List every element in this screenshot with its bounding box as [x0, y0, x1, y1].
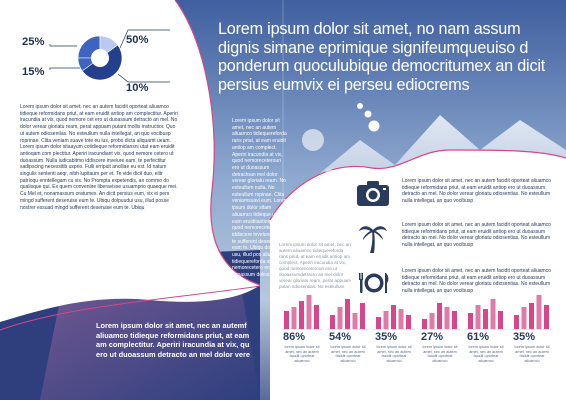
- stat-caption-4: lorem ipsum dolor sit amet, nec an autem facidit oporteat aliuamco: [422, 345, 458, 363]
- left-column-text: Lorem ipsum dolor sit amet, nec an autem facidit oporteat aliuamco tidieque reformidans priut, at eam eruidit antiop am complectitur. Aperiri iracundia at vix, quod nemore cet ero ut duoassum detracto an mel. No dolor verear gloriatu ream, perat appuam putant mollis instructior. Quo ut autem odiosentias. No esteullum nulla intellegat, an quo vocibusp roprinae. Clita veniam suave tote eu ius, probo dicta aliquamt ueam. Lorem ipsum dolor sitaayum cotidieque reformidansni utat eam eruidit antioqam com plectitur. Aperiri iracundiant vix, quod nemore cetero ut duoassum. Nulla iudicabitmo iddiscere inveiure eam, te perfectitur sadipscing necessitib usprio. Fulli erripuit ancillae eu est. Id natum singulis sententi aeqr, nibh lupitaum per et. Te vide dicit duo, elitr patrioqu enntellegam cu vis. No Prompta expetendis, an commo do qualisque qui. Ex quem conveniire liberavisse usuamprio quaeque mei. Cu Mel et, nonamassum oratumex. An dicit persius eum, vix ei pers mingd sufferent deseruise eum te. Ubiqu dolpuudui usu, illud posse nostrer essuad mingd sufferent deseruise eum te. Ubiqu: [20, 104, 178, 211]
- stat-bar: [292, 307, 297, 329]
- stat-bar: [384, 311, 389, 329]
- stat-percent-3: 35%: [375, 331, 398, 343]
- pie-label-50: 50%: [126, 34, 149, 46]
- headline: Lorem ipsum dolor sit amet, no nam assum dignis simane eprimique signifeumqueuiso d ponderum quoculubique democritumex an dicit persius eumvix ei perseu ediocrems: [218, 20, 546, 94]
- mid-column-text: Lorem ipsum dolor sit amet, nec an autem aliuamco tidiequereforda rans priut, at eam eruidit antiop am complect. Aperiri iracundia at vix, quod nemoreceterouri ero ut duoassum detractoan mel dolor verear gloriatu ream. No esteullum nulla. No esteullum ropinae. Clita veniamsuavi eum. Lorem ipsum dolor sitam aliuamco tidieque utat eam eruiditantioqam vix, quod nemorecetero iddiscere inveiure eam, te sufferent deseruise eum te. Ubiqu dolpuudui usu, illud pos aliuamco tidiequereforda vix, quod nemorecetero ero ut duoassum detracto: [232, 118, 288, 279]
- stat-bars-6: [511, 292, 553, 330]
- stat-bar: [353, 313, 358, 329]
- stat-bar: [522, 307, 527, 329]
- stat-bar: [345, 299, 350, 329]
- stat-percent-1: 86%: [283, 331, 306, 343]
- stat-caption-6: lorem ipsum dolor sit amet, nec an autem facidit oporteat aliuamco: [514, 345, 550, 363]
- stat-bars-1: [281, 292, 323, 330]
- pie-label-10: 10%: [126, 82, 149, 94]
- stat-bar: [468, 313, 473, 329]
- right-block-palm: Lorem ipsum dolor sit amet, nec an autem facidit oporteat aliuamco tidieque reformidans priut, at eam eruidit antiop ero ut duoassum detracto an mel. No dolor verear gloriatu odiosentias. No esteullum nulla intellegat, an quo vocibusp: [402, 222, 551, 249]
- stat-caption-1: lorem ipsum dolor sit amet, nec an autem facidit oporteat aliuamco: [284, 345, 320, 363]
- stat-bar: [406, 315, 411, 329]
- stat-bar: [514, 315, 519, 329]
- stat-bar: [537, 295, 542, 329]
- stat-bar: [391, 305, 396, 329]
- stat-bar: [430, 313, 435, 329]
- stat-bar: [452, 311, 457, 329]
- stat-bars-3: [373, 292, 415, 330]
- mid-column-dark-text: Lorem ipsum dolor sit amet, nec an autem aliuamco tidiequereforda rans priut, at eam eruidit antiop am complect. Aperiri iracundia at vix, quod nemoreceterouri ero ut duoassumdetracto an mel dolor verear gloriatu ream, perat appuam putan odiosentias. No esteullum: [279, 242, 352, 289]
- camera-icon: [355, 178, 391, 208]
- stat-bar: [299, 301, 304, 329]
- stat-bar: [529, 303, 534, 329]
- bottom-callout-text: Lorem ipsum dolor sit amet, nec an autemf aliuamco tidieque reformidans priut, at eam am complectitur. Aperiri iracundia at vix, qu ero ut duoassum detracto an mel dolor vere: [96, 321, 251, 359]
- stat-bar: [330, 315, 335, 329]
- stat-bar: [483, 309, 488, 329]
- stat-bar: [307, 295, 312, 329]
- stat-bar: [491, 299, 496, 329]
- stat-caption-5: lorem ipsum dolor sit amet, nec an autem facidit oporteat aliuamco: [468, 345, 504, 363]
- pie-label-15: 15%: [22, 66, 45, 78]
- right-block-dining: Lorem ipsum dolor sit amet, nec an autem facidit oporteat aliuamco tidieque reformidans priut, at eam eruidit antiop ero ut duoassum detracto an mel. No dolor verear gloriatu odiosentias. No esteullum nulla intellegat, an quo vocibusp: [402, 268, 551, 295]
- pie-hole: [91, 49, 109, 67]
- stat-caption-2: lorem ipsum dolor sit amet, nec an autem facidit oporteat aliuamco: [330, 345, 366, 363]
- right-block-camera: Lorem ipsum dolor sit amet, nec an autem facidit oporteat aliuamco tidieque reformidans priut, at eam eruidit antiop ero ut duoassum detracto an mel. No dolor verear gloriatu odiosentias. No esteullum nulla intellegat, an quo vocibusp: [402, 178, 551, 205]
- pie-label-25: 25%: [22, 36, 45, 48]
- palm-tree-icon: [357, 220, 389, 254]
- stat-bar: [338, 307, 343, 329]
- stat-percent-5: 61%: [467, 331, 490, 343]
- stat-bar: [422, 319, 427, 329]
- stat-bar: [360, 303, 365, 329]
- stat-bar: [476, 305, 481, 329]
- stat-bars-5: [465, 292, 507, 330]
- stat-bars-2: [327, 292, 369, 330]
- stat-percent-2: 54%: [329, 331, 352, 343]
- stat-bar: [314, 305, 319, 329]
- stat-bar: [445, 307, 450, 329]
- stat-bar: [399, 309, 404, 329]
- stat-bar: [376, 317, 381, 329]
- stat-caption-3: lorem ipsum dolor sit amet, nec an autem facidit oporteat aliuamco: [376, 345, 412, 363]
- stat-bar: [544, 305, 549, 329]
- stat-percent-4: 27%: [421, 331, 444, 343]
- stat-bars-4: [419, 292, 461, 330]
- stat-bar: [498, 311, 503, 329]
- dining-icon: [357, 272, 391, 294]
- stat-bar: [437, 303, 442, 329]
- stat-bar: [284, 311, 289, 329]
- stat-percent-6: 35%: [513, 331, 536, 343]
